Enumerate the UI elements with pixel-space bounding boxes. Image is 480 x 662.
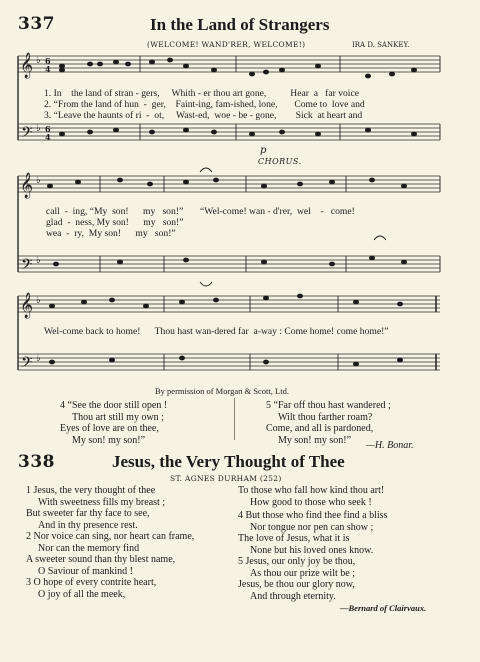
verse-line: My son! my son!”: [278, 434, 352, 446]
verse-line: 5 Jesus, our only joy be thou,: [238, 556, 356, 567]
verse-divider: [234, 398, 235, 440]
verse-line: To those who fall how kind thou art!: [238, 485, 385, 496]
verse-4-338: [238, 510, 387, 556]
verse-line: 3 O hope of every contrite heart,: [26, 577, 157, 588]
svg-text:♭: ♭: [36, 255, 41, 266]
verse-line: The love of Jesus, what it is: [238, 533, 350, 545]
tune-name-338: ST. AGNES DURHAM (252): [170, 474, 282, 483]
hymn-title-338: Jesus, the Very Thought of Thee: [112, 452, 345, 471]
chorus-lyrics-line-2: glad - ness, My son! my son!”: [46, 217, 184, 228]
svg-text:♭: ♭: [36, 55, 41, 66]
svg-text:𝄞: 𝄞: [20, 293, 34, 318]
verse-line: And in thy presence rest.: [38, 519, 138, 531]
lyrics-line-3: 3. “Leave the haunts of ri - ot, Wast-ed, woe - be - gone, Sick at heart and: [44, 110, 363, 121]
svg-text:6: 6: [45, 124, 51, 134]
author-337: —H. Bonar.: [366, 440, 414, 451]
chorus-label: CHORUS.: [258, 157, 302, 166]
staff-system1-treble: [18, 56, 440, 72]
verse-line: 4 “See the door still open !: [60, 400, 168, 411]
verse-3-338: [26, 577, 156, 600]
verse-line: Come, and all is pardoned,: [266, 423, 374, 435]
verse-line: But sweeter far thy face to see,: [26, 508, 150, 520]
hymn-number-337: 337: [18, 14, 55, 34]
staff-system1-bass: [18, 124, 440, 140]
hymn-number-338: 338: [18, 452, 55, 472]
verse-line: Nor tongue nor pen can show ;: [250, 521, 374, 533]
staff-system2-bass: [18, 256, 440, 272]
lyrics-line-1: 1. In the land of stran - gers, Whith - er thou art gone, Hear a far voice: [44, 88, 359, 99]
author-338: —Bernard of Clairvaux.: [340, 603, 427, 613]
verse-line: 4 But those who find thee find a bliss: [238, 510, 388, 521]
verse-3-continued-338: [238, 485, 384, 508]
svg-text:𝄢: 𝄢: [21, 256, 33, 277]
svg-text:♭: ♭: [36, 295, 41, 306]
tune-name-337: (WELCOME! WAND'RER, WELCOME!): [147, 40, 306, 49]
verse-line: Nor can the memory find: [38, 542, 140, 554]
svg-text:𝄢: 𝄢: [21, 354, 33, 375]
hymn-title-337: In the Land of Strangers: [150, 15, 330, 34]
svg-text:𝄢: 𝄢: [21, 124, 33, 145]
verse-line: A sweeter sound than thy blest name,: [26, 554, 176, 566]
staff-system3-bass: [18, 354, 440, 370]
chorus-lyrics-line-3: wea - ry, My son! my son!”: [46, 228, 176, 239]
verse-line: With sweetness fills my breast ;: [38, 496, 166, 508]
svg-text:𝄞: 𝄞: [20, 53, 34, 78]
svg-text:♭: ♭: [36, 175, 41, 186]
verse-line: None but his loved ones know.: [250, 544, 374, 556]
verse-line: O joy of all the meek,: [38, 588, 126, 600]
verse-line: O Saviour of mankind !: [38, 565, 133, 577]
verse-line: 1 Jesus, the very thought of thee: [26, 485, 156, 496]
svg-text:6: 6: [45, 56, 51, 66]
permission-note: By permission of Morgan & Scott, Ltd.: [155, 386, 289, 396]
verse-line: Thou art still my own ;: [72, 411, 164, 423]
lyrics-line-2: 2. “From the land of hun - ger, Faint-ing, fam-ished, lone, Come to love and: [44, 99, 365, 110]
refrain-lyrics: Wel-come back to home! Thou hast wan-dered far a-way : Come home! come home!”: [44, 326, 389, 337]
verse-line: 2 Nor voice can sing, nor heart can frame,: [26, 531, 195, 542]
verse-line: My son! my son!”: [72, 434, 146, 446]
svg-text:4: 4: [45, 132, 51, 142]
verse-2-338: [26, 531, 194, 577]
svg-text:♭: ♭: [36, 123, 41, 134]
verse-line: Wilt thou farther roam?: [278, 411, 373, 423]
svg-text:4: 4: [45, 64, 51, 74]
verse-4-337: [60, 400, 167, 446]
svg-text:♭: ♭: [36, 353, 41, 364]
verse-line: And through eternity.: [250, 590, 336, 602]
chorus-lyrics-line-1: call - ing, “My son! my son!” “Wel-come! wan - d'rer, wel - come!: [46, 206, 355, 217]
staff-system2-treble: [18, 176, 440, 192]
verse-line: As thou our prize wilt be ;: [250, 567, 355, 579]
verse-line: Eyes of love are on thee,: [60, 423, 159, 435]
staff-system3-treble: [18, 296, 440, 312]
verse-5-338: [238, 556, 355, 602]
verse-line: How good to those who seek !: [250, 496, 372, 508]
composer-337: IRA D. SANKEY.: [352, 41, 410, 49]
verse-line: Jesus, be thou our glory now,: [238, 579, 355, 591]
verse-line: 5 “Far off thou hast wandered ;: [266, 400, 391, 411]
verse-1-338: [26, 485, 165, 531]
dynamic-marking: p: [260, 145, 267, 156]
svg-text:𝄞: 𝄞: [20, 173, 34, 198]
